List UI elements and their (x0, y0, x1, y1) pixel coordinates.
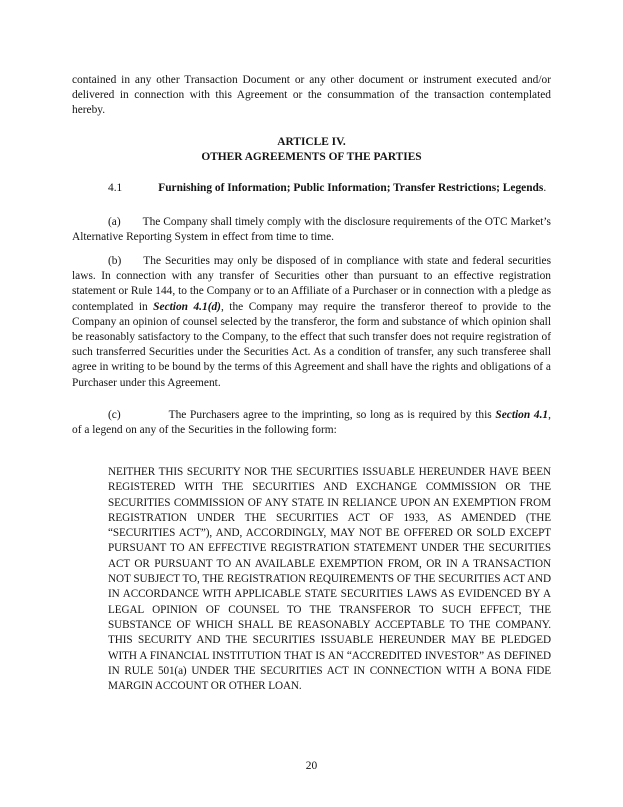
section-4-1-heading: 4.1 Furnishing of Information; Public Information; Transfer Restrictions; Legends. (108, 182, 547, 194)
section-ref-4-1: Section 4.1 (495, 409, 549, 421)
paragraph-c: (c) The Purchasers agree to the imprinting, so long as is required by this Section 4.1, of a legend on any of the Securities in the following form: (72, 409, 551, 437)
section-4-1-title: Furnishing of Information; Public Information; Transfer Restrictions; Legends (158, 182, 544, 194)
article-title: OTHER AGREEMENTS OF THE PARTIES (201, 151, 422, 163)
article-number: ARTICLE IV. (277, 136, 346, 148)
paragraph-a-text: The Company shall timely comply with the disclosure requirements of the OTC Market’s Alternative Reporting System in effect from time to time. (72, 216, 551, 244)
paragraph-c-label: (c) (108, 409, 121, 421)
securities-legend: NEITHER THIS SECURITY NOR THE SECURITIES ISSUABLE HEREUNDER HAVE BEEN REGISTERED WITH THE SECURITIES AND EXCHANGE COMMISSION OR THE SECURITIES COMMISSION OF ANY STATE IN RELIANCE UPON AN EXEMPTION FROM REGISTRATION UNDER THE SECURITIES ACT OF 1933, AS AMENDED (THE “SECURITIES ACT”), AND, ACCORDINGLY, MAY NOT BE OFFERED OR SOLD EXCEPT PURSUANT TO AN EFFECTIVE REGISTRATION STATEMENT UNDER THE SECURITIES ACT OR PURSUANT TO AN AVAILABLE EXEMPTION FROM, OR IN A TRANSACTION NOT SUBJECT TO, THE REGISTRATION REQUIREMENTS OF THE SECURITIES ACT AND IN ACCORDANCE WITH APPLICABLE STATE SECURITIES LAWS AS EVIDENCED BY A LEGAL OPINION OF COUNSEL TO THE TRANSFEROR TO SUCH EFFECT, THE SUBSTANCE OF WHICH SHALL BE REASONABLY ACCEPTABLE TO THE COMPANY. THIS SECURITY AND THE SECURITIES ISSUABLE HEREUNDER MAY BE PLEDGED WITH A FINANCIAL INSTITUTION THAT IS AN “ACCREDITED INVESTOR” AS DEFINED IN RULE 501(a) UNDER THE SECURITIES ACT IN CONNECTION WITH A BONA FIDE MARGIN ACCOUNT OR OTHER LOAN. (108, 466, 551, 693)
section-ref-4-1-d: Section 4.1(d) (153, 300, 221, 313)
paragraph-b: (b) The Securities may only be disposed of in compliance with state and federal securities laws. In connection with any transfer of Securities other than pursuant to an effective registration statement or Rule 144, to the Company or to an Affiliate of a Purchaser or in connection with a pledge as contemplated in Section 4.1(d), the Company may require the transferor thereof to provide to the Company an opinion of counsel selected by the transferor, the form and substance of which opinion shall be reasonably satisfactory to the Company, to the effect that such transfer does not require registration of such transferred Securities under the Securities Act. As a condition of transfer, any such transferee shall agree in writing to be bound by the terms of this Agreement and shall have the rights and obligations of a Purchaser under this Agreement. (72, 255, 551, 389)
section-4-1-number: 4.1 (108, 182, 123, 194)
carryover-paragraph: contained in any other Transaction Document or any other document or instrument executed and/or delivered in connection with this Agreement or the consummation of the transaction contemplated hereby. (72, 74, 551, 117)
page-number: 20 (305, 760, 318, 772)
paragraph-b-label: (b) (108, 255, 122, 267)
paragraph-a-label: (a) (108, 216, 121, 228)
paragraph-a (72, 215, 551, 245)
